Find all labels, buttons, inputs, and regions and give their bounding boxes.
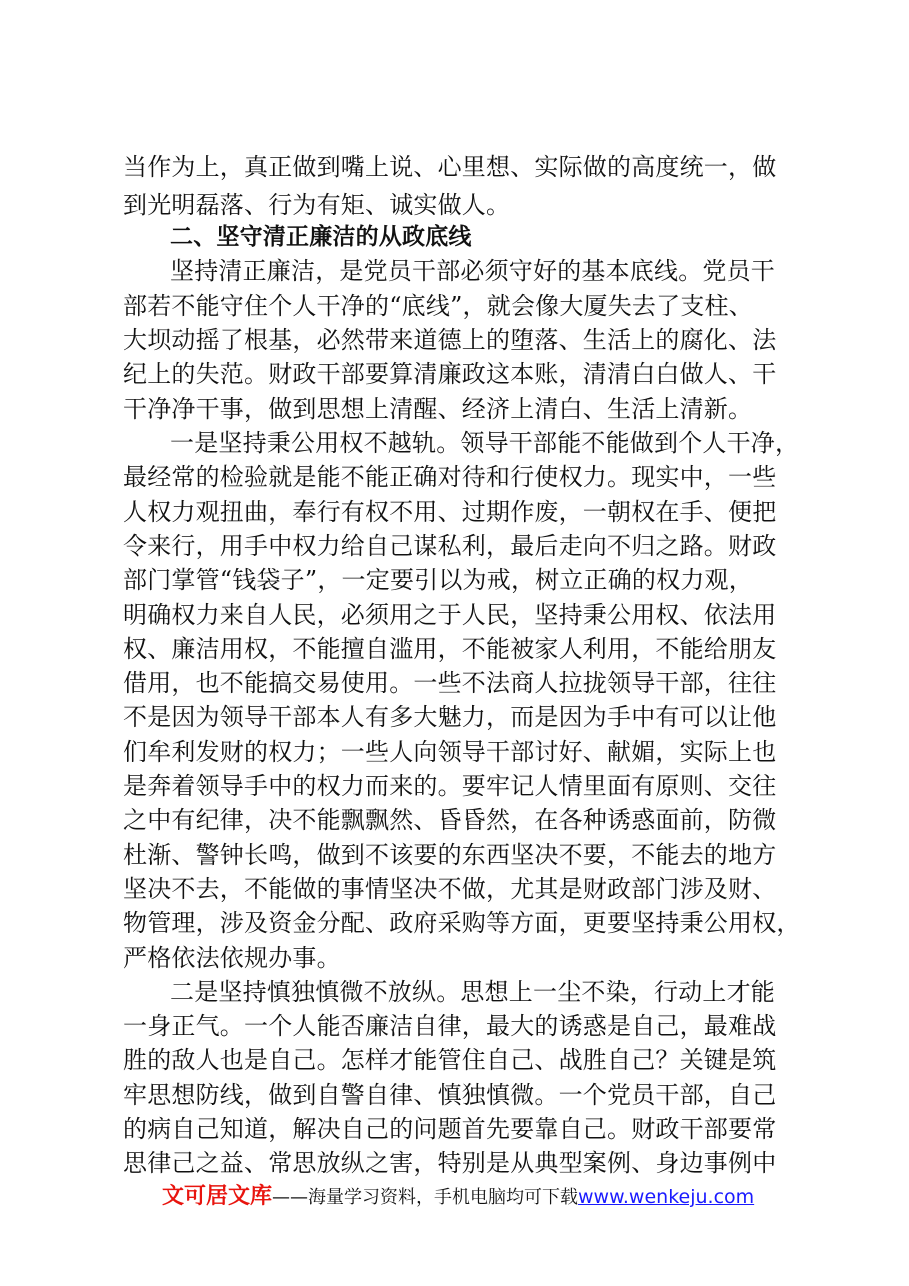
text-line: 不是因为领导干部本人有多大魅力，而是因为手中有可以让他 [123, 703, 777, 731]
text-line: 思律己之益、常思放纵之害，特别是从典型案例、身边事例中 [123, 1149, 777, 1177]
text-line: 之中有纪律，决不能飘飘然、昏昏然，在各种诱惑面前，防微 [123, 806, 777, 834]
text-line: 一身正气。一个人能否廉洁自律，最大的诱惑是自己，最难战 [123, 1012, 777, 1040]
footer-url-link[interactable]: www.wenkeju.com [578, 1186, 755, 1208]
text-line: 们牟利发财的权力；一些人向领导干部讨好、献媚，实际上也 [123, 738, 777, 766]
text-line: 一是坚持秉公用权不越轨。领导干部能不能做到个人干净， [170, 429, 800, 457]
section-heading: 二、坚守清正廉洁的从政底线 [170, 224, 472, 250]
text-line: 是奔着领导手中的权力而来的。要牢记人情里面有原则、交往 [123, 772, 777, 800]
footer-tagline: ——海量学习资料，手机电脑均可下载 [272, 1187, 579, 1208]
text-line: 纪上的失范。财政干部要算清廉政这本账，清清白白做人、干 [123, 360, 777, 388]
text-line: 二是坚持慎独慎微不放纵。思想上一尘不染，行动上才能 [170, 978, 775, 1006]
text-line: 牢思想防线，做到自警自律、慎独慎微。一个党员干部，自己 [123, 1081, 777, 1109]
footer-banner [162, 1179, 754, 1215]
text-line: 到光明磊落、行为有矩、诚实做人。 [123, 191, 511, 219]
text-line: 令来行，用手中权力给自己谋私利，最后走向不归之路。财政 [123, 532, 777, 560]
text-line: 胜的敌人也是自己。怎样才能管住自己、战胜自己？关键是筑 [123, 1046, 777, 1074]
footer-brand: 文可居文库 [162, 1184, 273, 1209]
text-line: 借用，也不能搞交易使用。一些不法商人拉拢领导干部，往往 [123, 669, 777, 697]
text-line: 当作为上，真正做到嘴上说、心里想、实际做的高度统一，做 [123, 153, 777, 181]
text-line: 的病自己知道，解决自己的问题首先要靠自己。财政干部要常 [123, 1115, 777, 1143]
text-line: 部门掌管“钱袋子”，一定要引以为戒，树立正确的权力观， [123, 566, 753, 594]
text-line: 干净净干事，做到思想上清醒、经济上清白、生活上清新。 [123, 395, 753, 423]
text-line: 物管理，涉及资金分配、政府采购等方面，更要坚持秉公用权， [123, 909, 801, 937]
text-line: 明确权力来自人民，必须用之于人民，坚持秉公用权、依法用 [123, 601, 777, 629]
text-line: 严格依法依规办事。 [123, 944, 341, 972]
text-line: 坚持清正廉洁，是党员干部必须守好的基本底线。党员干 [170, 257, 775, 285]
text-line: 杜渐、警钟长鸣，做到不该要的东西坚决不要，不能去的地方 [123, 841, 777, 869]
text-line: 人权力观扭曲，奉行有权不用、过期作废，一朝权在手、便把 [123, 498, 777, 526]
text-line: 部若不能守住个人干净的“底线”，就会像大厦失去了支柱、 [123, 292, 753, 320]
text-line: 权、廉洁用权，不能擅自滥用，不能被家人利用，不能给朋友 [123, 635, 777, 663]
text-line: 坚决不去，不能做的事情坚决不做，尤其是财政部门涉及财、 [123, 875, 777, 903]
text-line: 大坝动摇了根基，必然带来道德上的堕落、生活上的腐化、法 [123, 326, 777, 354]
text-line: 最经常的检验就是能不能正确对待和行使权力。现实中，一些 [123, 463, 777, 491]
